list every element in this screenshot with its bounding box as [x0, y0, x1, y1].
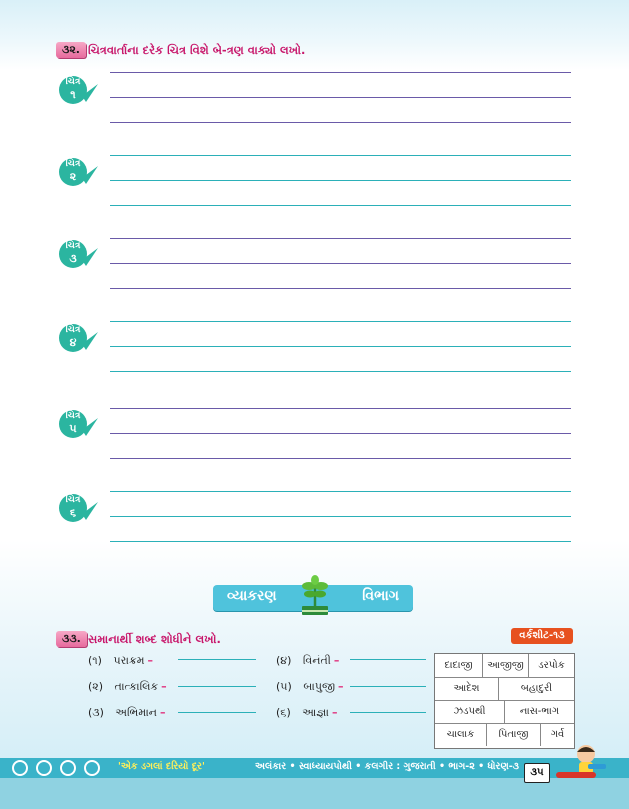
- synonym-item-3: [88, 706, 165, 720]
- footer-book-info: અલંકાર • સ્વાધ્યાયપોથી • કલગીર : ગુજરાતી • ભાગ-૨ • ધોરણ-૩: [255, 761, 520, 772]
- item-number: (૫): [276, 680, 292, 693]
- writing-line[interactable]: [110, 238, 571, 239]
- writing-line[interactable]: [110, 72, 571, 73]
- word-box-cell: નાસ-ભાગ: [519, 706, 560, 717]
- item-word: બાપુજી: [303, 680, 336, 693]
- synonym-item-1: [88, 654, 153, 668]
- word-box-cell: ગર્વ: [550, 729, 565, 740]
- writing-line[interactable]: [110, 155, 571, 156]
- answer-blank-5[interactable]: [350, 686, 426, 687]
- writing-line[interactable]: [110, 97, 571, 98]
- word-box-cell: આદેશ: [435, 677, 499, 700]
- footer-slogan: 'એક ડગલાં દરિયો દૂર': [118, 761, 205, 772]
- question-33-number: ૩૩.: [56, 631, 87, 647]
- word-box-cell: બહાદુરી: [520, 683, 553, 694]
- item-dash: –: [159, 706, 166, 719]
- writing-line[interactable]: [110, 205, 571, 206]
- word-box-cell: ડરપોક: [538, 660, 565, 671]
- picture-5-badge: [58, 408, 98, 442]
- writing-line[interactable]: [110, 408, 571, 409]
- picture-6-number: ૬: [69, 506, 77, 519]
- worksheet-badge: વર્કશીટ-૧૩: [511, 628, 573, 644]
- word-box: [434, 653, 575, 749]
- word-box-cell: ઝડપથી: [435, 700, 505, 723]
- word-box-cell: ચાલાક: [435, 723, 487, 746]
- item-dash: –: [332, 706, 338, 719]
- writing-line[interactable]: [110, 433, 571, 434]
- item-number: (૧): [88, 654, 102, 667]
- synonym-item-2: [88, 680, 167, 694]
- synonym-item-5: [276, 680, 344, 694]
- writing-line[interactable]: [110, 458, 571, 459]
- writing-line[interactable]: [110, 321, 571, 322]
- item-word: પરાક્રમ: [113, 654, 145, 667]
- word-box-cell: દાદાજી: [435, 654, 483, 677]
- item-number: (૩): [88, 706, 104, 719]
- synonym-item-6: [276, 706, 338, 720]
- item-word: અભિમાન: [115, 706, 157, 719]
- page-header-background: [0, 0, 629, 70]
- writing-line[interactable]: [110, 371, 571, 372]
- item-word: આજ્ઞા: [302, 706, 330, 719]
- item-number: (૨): [88, 680, 104, 693]
- answer-blank-3[interactable]: [178, 712, 256, 713]
- picture-4-label: ચિત્ર: [65, 325, 81, 335]
- writing-line[interactable]: [110, 516, 571, 517]
- banner-left-text: વ્યાકરણ: [227, 588, 277, 604]
- word-box-row: [435, 654, 574, 678]
- picture-4-number: ૪: [69, 336, 77, 349]
- writing-line[interactable]: [110, 180, 571, 181]
- picture-2-number: ૨: [69, 170, 77, 183]
- question-32-number: ૩૨.: [56, 42, 86, 58]
- picture-3-number: ૩: [69, 252, 77, 265]
- picture-6-label: ચિત્ર: [65, 495, 81, 505]
- synonym-item-4: [276, 654, 339, 668]
- picture-1-badge: [58, 74, 98, 108]
- word-box-row: [435, 700, 574, 724]
- child-cartoon-icon: [552, 742, 612, 788]
- item-word: તાત્કાલિક: [114, 680, 159, 693]
- wave-pattern-icon: [6, 758, 110, 778]
- question-33-text: સમાનાર્થી શબ્દ શોધીને લખો.: [88, 632, 221, 646]
- picture-1-number: ૧: [70, 88, 76, 101]
- writing-line[interactable]: [110, 346, 571, 347]
- answer-blank-2[interactable]: [178, 686, 256, 687]
- picture-6-badge: [58, 492, 98, 526]
- writing-line[interactable]: [110, 541, 571, 542]
- item-dash: –: [147, 654, 154, 667]
- picture-2-badge: [58, 156, 98, 190]
- picture-2-label: ચિત્ર: [65, 159, 81, 169]
- word-box-cell: પિતાજી: [487, 723, 541, 746]
- banner-right-text: વિભાગ: [362, 588, 399, 604]
- item-number: (૬): [276, 706, 291, 719]
- picture-5-label: ચિત્ર: [65, 411, 81, 421]
- page-number: ૩૫: [524, 763, 550, 783]
- item-word: વિનંતી: [302, 654, 331, 667]
- item-dash: –: [161, 680, 167, 693]
- writing-line[interactable]: [110, 263, 571, 264]
- picture-3-badge: [58, 238, 98, 272]
- word-box-row: [435, 677, 574, 701]
- picture-3-label: ચિત્ર: [65, 241, 81, 251]
- picture-5-number: ૫: [69, 422, 77, 435]
- picture-4-badge: [58, 322, 98, 356]
- item-dash: –: [338, 680, 344, 693]
- item-number: (૪): [276, 654, 292, 667]
- writing-line[interactable]: [110, 288, 571, 289]
- word-box-cell: આજીજી: [483, 654, 529, 677]
- writing-line[interactable]: [110, 491, 571, 492]
- picture-1-label: ચિત્ર: [65, 77, 81, 87]
- plant-on-book-icon: [298, 574, 332, 618]
- question-32-text: ચિત્રવાર્તાના દરેક ચિત્ર વિશે બે-ત્રણ વાક્યો લખો.: [88, 43, 306, 57]
- writing-line[interactable]: [110, 122, 571, 123]
- answer-blank-6[interactable]: [350, 712, 426, 713]
- answer-blank-4[interactable]: [350, 659, 426, 660]
- item-dash: –: [333, 654, 340, 667]
- answer-blank-1[interactable]: [178, 659, 256, 660]
